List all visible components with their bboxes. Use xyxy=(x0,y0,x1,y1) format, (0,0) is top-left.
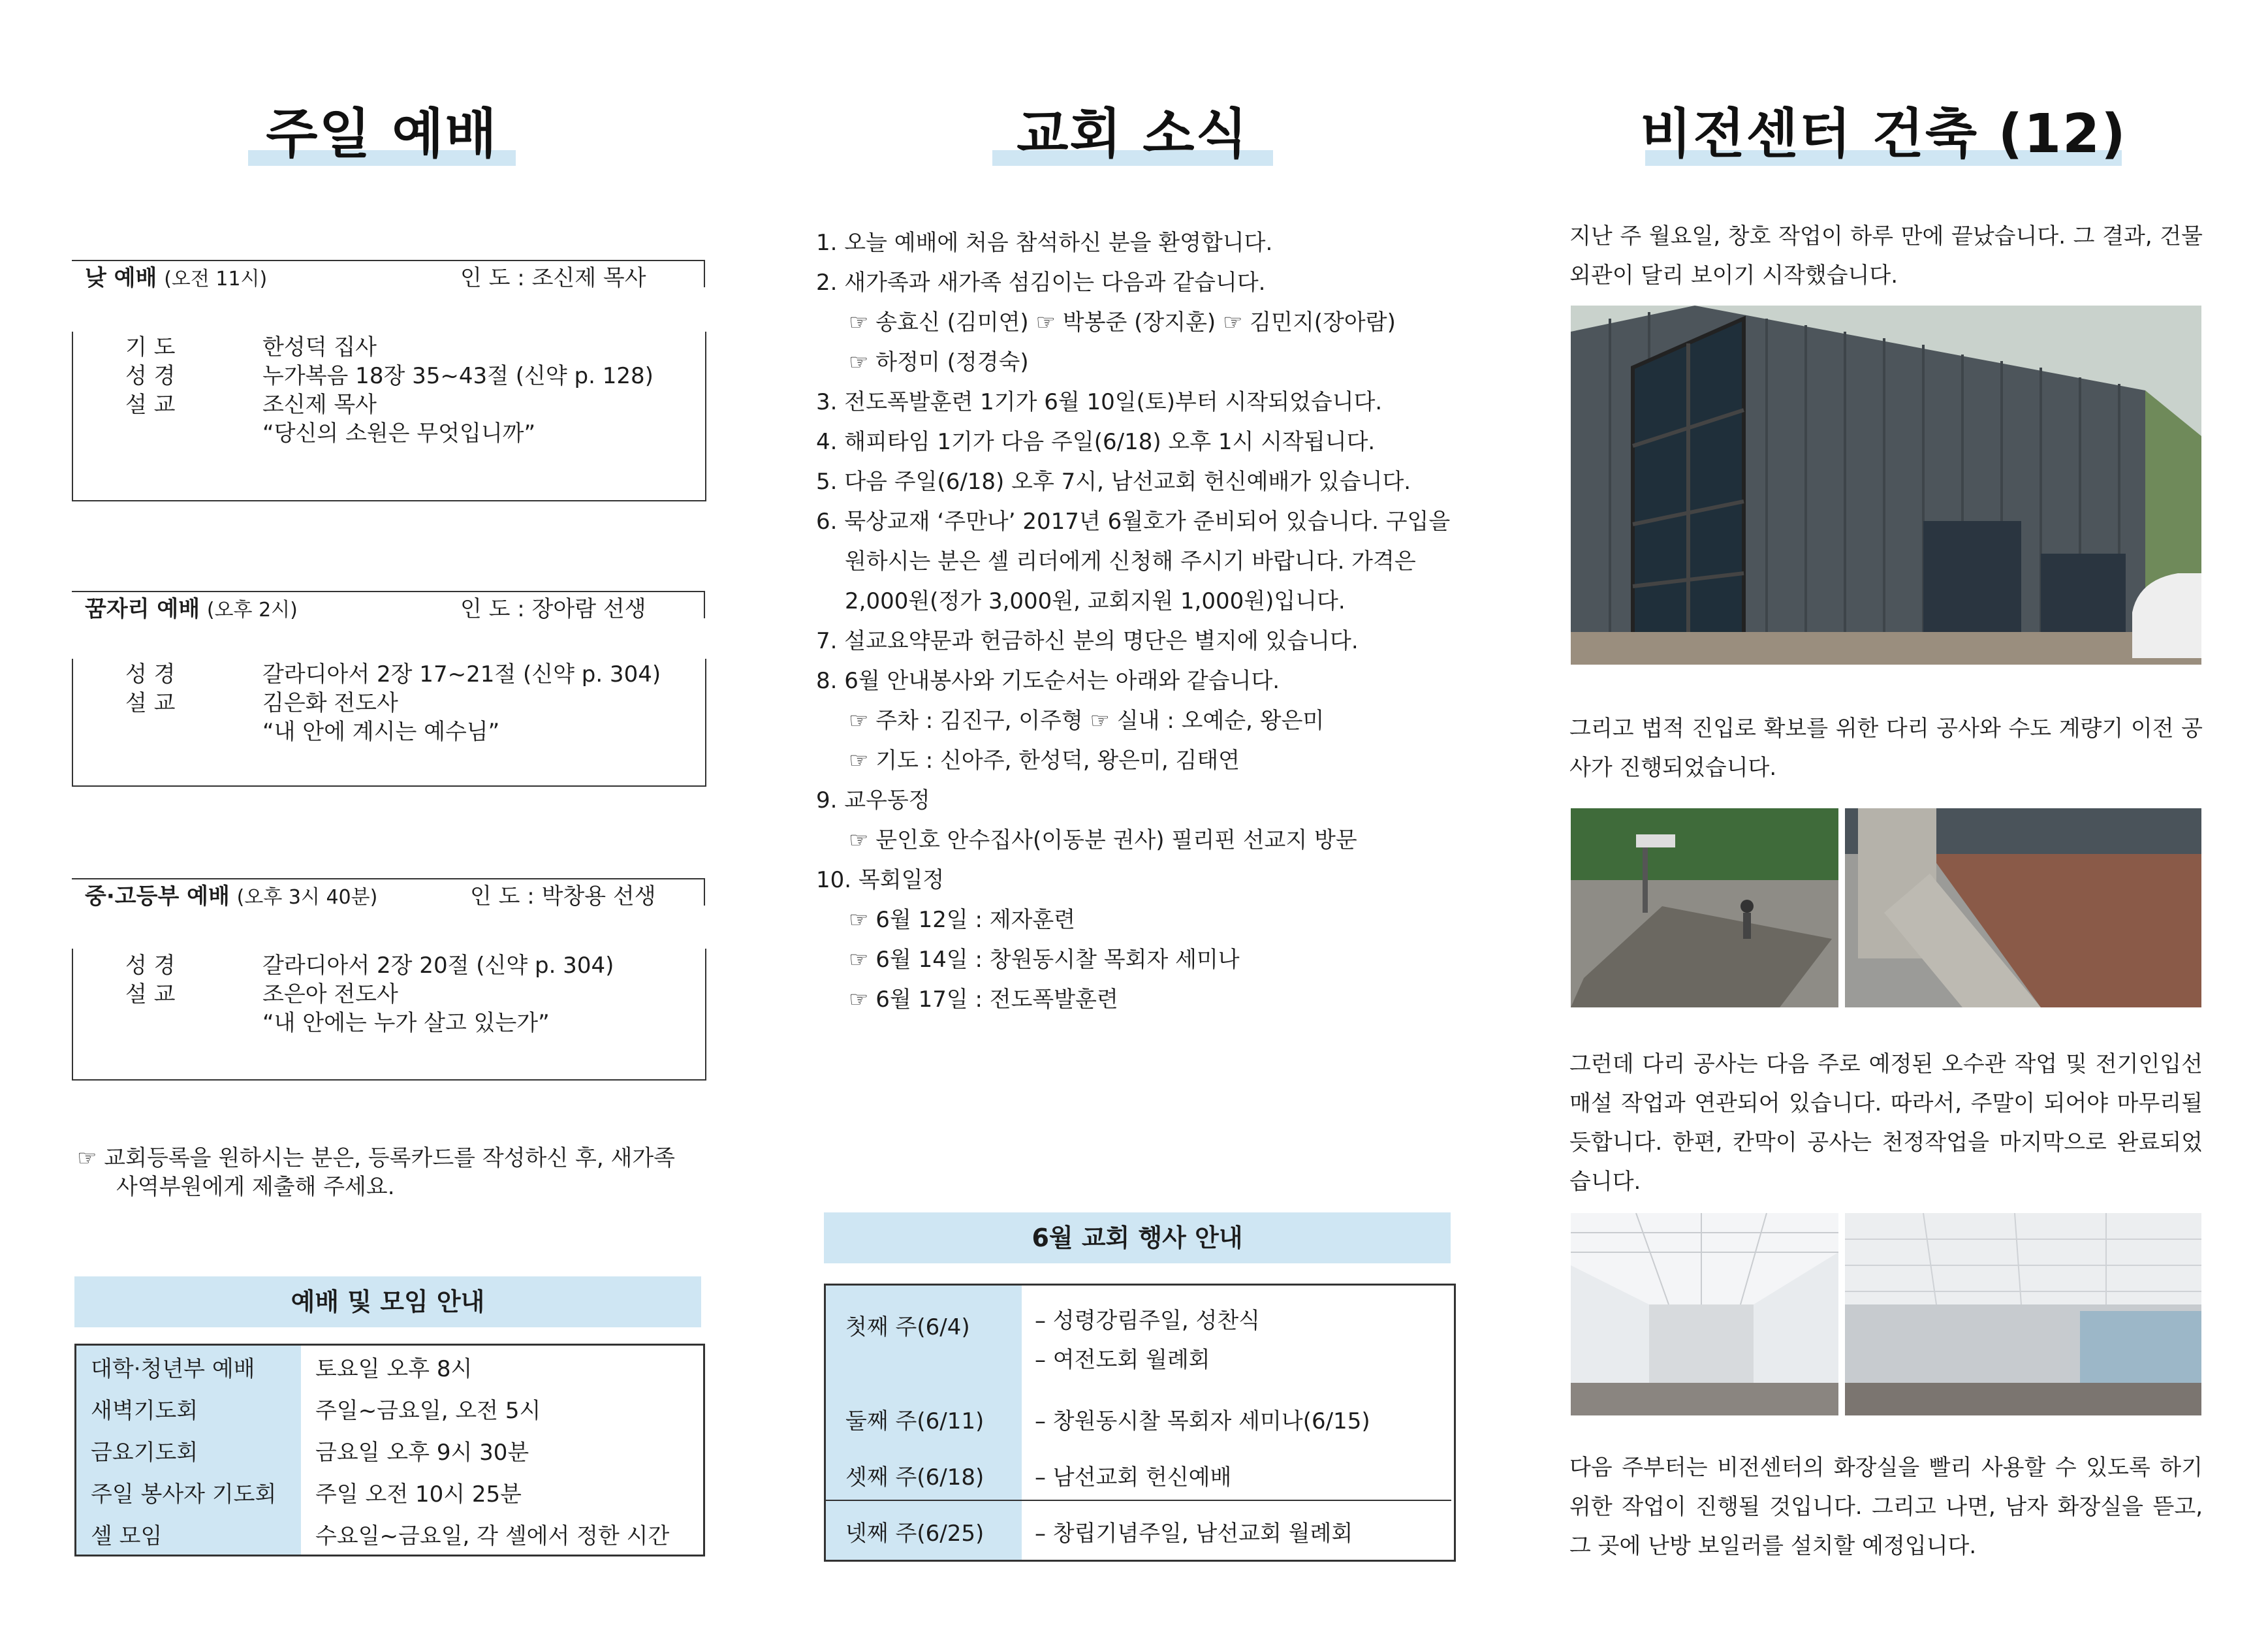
list-item: ☞ 하정미 (정경숙) xyxy=(849,349,1029,375)
list-item: ☞ 송효신 (김미연) ☞ 박봉준 (장지훈) ☞ 김민지(장아람) xyxy=(849,309,1396,336)
list-item: ☞ 6월 14일 : 창원동시찰 목회자 세미나 xyxy=(849,947,1240,973)
service-name: 낮 예배 (오전 11시) xyxy=(85,265,268,291)
service-item: 설 교 김은화 전도사 xyxy=(125,690,398,716)
list-item: 10. 목회일정 xyxy=(816,867,945,893)
building-exterior-photo xyxy=(1571,306,2201,665)
service-leader: 인 도 : 장아람 선생 xyxy=(460,596,646,622)
water-meter-photo xyxy=(1845,808,2201,1007)
event-week: 넷째 주(6/25) xyxy=(845,1521,984,1547)
list-item: 2. 새가족과 새가족 섬김이는 다음과 같습니다. xyxy=(816,270,1266,296)
service-block-3 xyxy=(72,878,705,1081)
event-item: – 여전도회 월례회 xyxy=(1035,1347,1210,1373)
service-name: 중·고등부 예배 (오후 3시 40분) xyxy=(85,883,378,909)
service-leader: 인 도 : 박창용 선생 xyxy=(470,883,656,909)
news-list xyxy=(816,229,1450,1025)
service-item: “당신의 소원은 무엇입니까” xyxy=(262,420,536,447)
service-item: “내 안에는 누가 살고 있는가” xyxy=(262,1010,550,1036)
paragraph: 그런데 다리 공사는 다음 주로 예정된 오수관 작업 및 전기인입선 매설 작업과 연관되어 있습니다. 따라서, 주말이 되어야 마무리될 듯합니다. 한편, 칸막이 공사는 천정작업을 마지막으로 완료되었습니다. xyxy=(1569,1051,2203,1195)
service-item: 성 경 갈라디아서 2장 17~21절 (신약 p. 304) xyxy=(125,661,661,687)
events-table xyxy=(824,1284,1456,1562)
bridge-construction-photo xyxy=(1571,808,1838,1007)
list-item: 1. 오늘 예배에 처음 참석하신 분을 환영합니다. xyxy=(816,230,1273,256)
service-item: 성 경 누가복음 18장 35~43절 (신약 p. 128) xyxy=(125,363,654,389)
list-item: 9. 교우동정 xyxy=(816,787,930,814)
service-item: 기 도 한성덕 집사 xyxy=(125,334,377,360)
list-item: 4. 해피타임 1기가 다음 주일(6/18) 오후 1시 시작됩니다. xyxy=(816,429,1376,455)
event-item: – 성령강림주일, 성찬식 xyxy=(1035,1308,1261,1334)
table-row: 대학·청년부 예배 토요일 오후 8시 xyxy=(76,1345,704,1388)
paragraph: 그리고 법적 진입로 확보를 위한 다리 공사와 수도 계량기 이전 공사가 진행되었습니다. xyxy=(1569,716,2203,781)
list-item: 2,000원(정가 3,000원, 교회지원 1,000원)입니다. xyxy=(845,588,1346,614)
list-item: ☞ 주차 : 김진구, 이주형 ☞ 실내 : 오예순, 왕은미 xyxy=(849,708,1325,734)
list-item: 원하시는 분은 셀 리더에게 신청해 주시기 바랍니다. 가격은 xyxy=(845,548,1416,575)
service-block-1 xyxy=(72,260,705,501)
table-row: 새벽기도회 주일~금요일, 오전 5시 xyxy=(76,1387,704,1429)
list-item: 6. 묵상교재 ‘주만나’ 2017년 6월호가 준비되어 있습니다. 구입을 xyxy=(816,509,1451,535)
schedule-title: 예배 및 모임 안내 xyxy=(74,1276,701,1327)
col3-title: 비전센터 건축 (12) xyxy=(1640,103,2127,165)
service-leader: 인 도 : 조신제 목사 xyxy=(460,265,646,291)
table-row: 셀 모임 수요일~금요일, 각 셀에서 정한 시간 xyxy=(76,1513,704,1556)
list-item: 7. 설교요약문과 헌금하신 분의 명단은 별지에 있습니다. xyxy=(816,628,1359,654)
list-item: ☞ 6월 17일 : 전도폭발훈련 xyxy=(849,987,1118,1013)
registration-note: ☞ 교회등록을 원하시는 분은, 등록카드를 작성하신 후, 새가족 사역부원에게 제출해 주세요. xyxy=(77,1145,676,1200)
event-item: – 창립기념주일, 남선교회 월례회 xyxy=(1035,1521,1353,1547)
col2-title: 교회 소식 xyxy=(1016,103,1249,165)
event-week: 첫째 주(6/4) xyxy=(845,1314,970,1340)
list-item: ☞ 기도 : 신아주, 한성덕, 왕은미, 김태연 xyxy=(849,748,1240,774)
schedule-table xyxy=(74,1344,705,1556)
event-item: – 창원동시찰 목회자 세미나(6/15) xyxy=(1035,1408,1370,1434)
table-row: 금요기도회 금요일 오후 9시 30분 xyxy=(76,1429,704,1471)
interior-ceiling-photo xyxy=(1571,1213,1838,1415)
event-week: 둘째 주(6/11) xyxy=(845,1408,984,1434)
service-item: 성 경 갈라디아서 2장 20절 (신약 p. 304) xyxy=(125,953,614,979)
service-item: 설 교 조신제 목사 xyxy=(125,392,377,418)
col1-title: 주일 예배 xyxy=(266,103,498,165)
paragraph: 다음 주부터는 비전센터의 화장실을 빨리 사용할 수 있도록 하기 위한 작업이 진행될 것입니다. 그리고 나면, 남자 화장실을 뜯고, 그 곳에 난방 보일러를 설치할 예정입니다. xyxy=(1569,1455,2203,1559)
service-item: 설 교 조은아 전도사 xyxy=(125,981,398,1007)
paragraph: 지난 주 월요일, 창호 작업이 하루 만에 끝났습니다. 그 결과, 건물 외관이 달리 보이기 시작했습니다. xyxy=(1569,223,2203,289)
service-item: “내 안에 계시는 예수님” xyxy=(262,719,500,745)
event-item: – 남선교회 헌신예배 xyxy=(1035,1464,1232,1491)
table-row: 주일 봉사자 기도회 주일 오전 10시 25분 xyxy=(76,1471,704,1513)
events-title: 6월 교회 행사 안내 xyxy=(824,1212,1451,1263)
list-item: 8. 6월 안내봉사와 기도순서는 아래와 같습니다. xyxy=(816,668,1280,694)
list-item: ☞ 6월 12일 : 제자훈련 xyxy=(849,907,1076,933)
interior-room-photo xyxy=(1845,1213,2201,1415)
list-item: 3. 전도폭발훈련 1기가 6월 10일(토)부터 시작되었습니다. xyxy=(816,389,1383,415)
service-name: 꿈자리 예배 (오후 2시) xyxy=(85,596,298,622)
list-item: 5. 다음 주일(6/18) 오후 7시, 남선교회 헌신예배가 있습니다. xyxy=(816,469,1411,495)
service-block-2 xyxy=(72,591,705,787)
list-item: ☞ 문인호 안수집사(이동분 권사) 필리핀 선교지 방문 xyxy=(849,827,1357,853)
event-week: 셋째 주(6/18) xyxy=(845,1464,984,1491)
